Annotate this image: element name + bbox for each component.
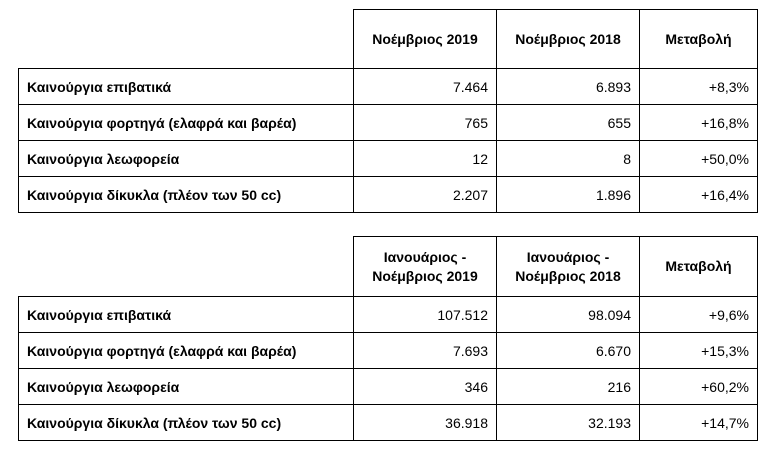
value-change: +16,8% xyxy=(640,105,758,141)
table-row xyxy=(19,297,758,333)
table-row xyxy=(19,405,758,441)
table-row xyxy=(19,369,758,405)
value-2019: 107.512 xyxy=(354,297,497,333)
value-2019: 12 xyxy=(354,141,497,177)
table-row xyxy=(19,333,758,369)
table-row xyxy=(19,105,758,141)
value-2018: 216 xyxy=(497,369,640,405)
table-row xyxy=(19,177,758,213)
value-2019: 7.464 xyxy=(354,69,497,105)
value-2018: 655 xyxy=(497,105,640,141)
row-label: Καινούργια φορτηγά (ελαφρά και βαρέα) xyxy=(19,105,354,141)
value-2018: 6.893 xyxy=(497,69,640,105)
header-line: Ιανουάριος - xyxy=(383,248,467,265)
table-header-row xyxy=(19,237,758,297)
row-label: Καινούργια λεωφορεία xyxy=(19,369,354,405)
value-2018: 6.670 xyxy=(497,333,640,369)
value-2019: 7.693 xyxy=(354,333,497,369)
row-label: Καινούργια φορτηγά (ελαφρά και βαρέα) xyxy=(19,333,354,369)
header-empty-cell xyxy=(19,237,354,297)
header-jan-nov-2018 xyxy=(497,237,640,297)
ytd-registrations-table xyxy=(18,236,758,441)
header-nov-2019: Νοέμβριος 2019 xyxy=(354,10,497,69)
row-label: Καινούργια δίκυκλα (πλέον των 50 cc) xyxy=(19,177,354,213)
header-jan-nov-2019 xyxy=(354,237,497,297)
value-2019: 765 xyxy=(354,105,497,141)
value-2019: 2.207 xyxy=(354,177,497,213)
value-2018: 8 xyxy=(497,141,640,177)
value-2018: 32.193 xyxy=(497,405,640,441)
value-change: +9,6% xyxy=(640,297,758,333)
value-change: +8,3% xyxy=(640,69,758,105)
value-2018: 98.094 xyxy=(497,297,640,333)
value-change: +15,3% xyxy=(640,333,758,369)
value-change: +50,0% xyxy=(640,141,758,177)
value-change: +16,4% xyxy=(640,177,758,213)
value-2019: 346 xyxy=(354,369,497,405)
header-empty-cell xyxy=(19,10,354,69)
table-row xyxy=(19,141,758,177)
header-change: Μεταβολή xyxy=(640,237,758,297)
value-change: +60,2% xyxy=(640,369,758,405)
value-change: +14,7% xyxy=(640,405,758,441)
value-2019: 36.918 xyxy=(354,405,497,441)
row-label: Καινούργια επιβατικά xyxy=(19,69,354,105)
row-label: Καινούργια λεωφορεία xyxy=(19,141,354,177)
table-header-row xyxy=(19,10,758,69)
header-line: Νοέμβριος 2018 xyxy=(515,267,621,284)
monthly-registrations-table xyxy=(18,9,758,213)
row-label: Καινούργια επιβατικά xyxy=(19,297,354,333)
row-label: Καινούργια δίκυκλα (πλέον των 50 cc) xyxy=(19,405,354,441)
table-row xyxy=(19,69,758,105)
header-change: Μεταβολή xyxy=(640,10,758,69)
header-line: Ιανουάριος - xyxy=(526,248,610,265)
value-2018: 1.896 xyxy=(497,177,640,213)
header-line: Νοέμβριος 2019 xyxy=(372,267,478,284)
header-nov-2018: Νοέμβριος 2018 xyxy=(497,10,640,69)
